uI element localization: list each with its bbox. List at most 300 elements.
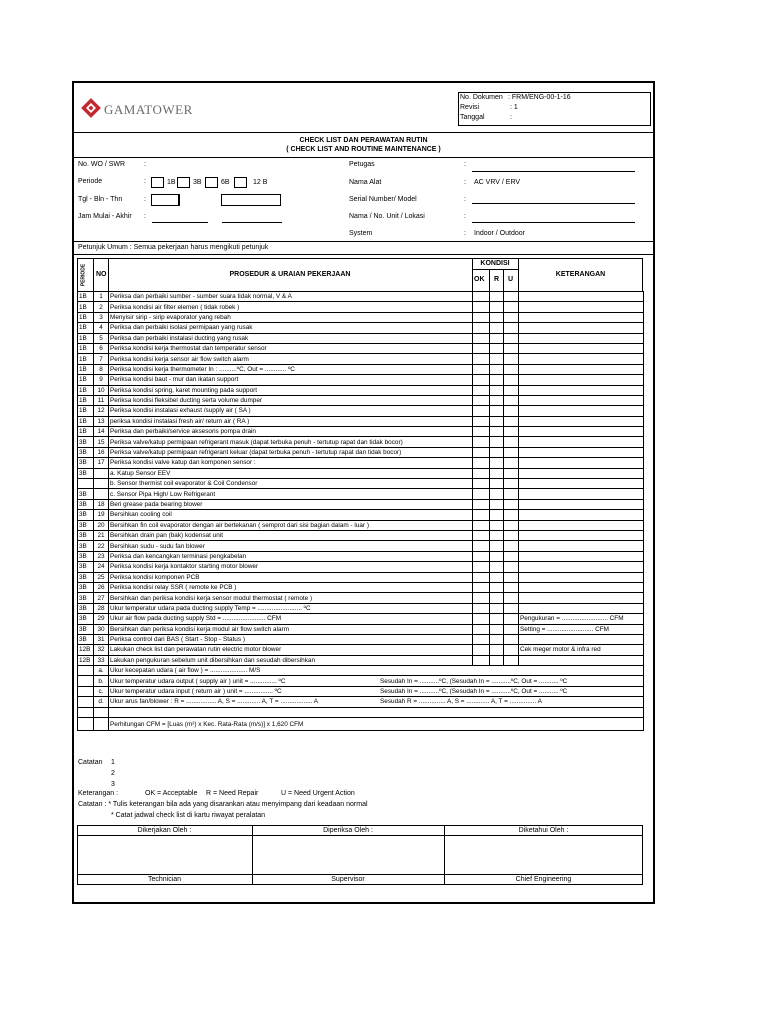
u-check-cell[interactable] [504,427,519,437]
table-row [78,655,644,665]
u-check-cell[interactable] [504,333,519,343]
periode-3b-checkbox[interactable] [177,177,190,188]
keterangan-cell[interactable] [519,458,644,468]
periode-6b-label: 6B [221,179,230,186]
ok-check-cell[interactable] [473,510,490,520]
keterangan-cell[interactable] [519,520,644,530]
ok-check-cell[interactable] [473,541,490,551]
periode-cell: 1B [78,416,94,426]
r-check-cell[interactable] [490,292,504,302]
r-check-cell[interactable] [490,364,504,374]
petugas-label: Petugas [349,161,375,168]
ok-check-cell[interactable] [473,624,490,634]
r-check-cell[interactable] [490,593,504,603]
u-check-cell[interactable] [504,343,519,353]
keterangan-cell[interactable] [519,323,644,333]
keterangan-cell[interactable] [519,530,644,540]
nama-unit-line[interactable] [472,222,635,223]
periode-cell: 1B [78,395,94,405]
no-cell: 6 [94,343,109,353]
u-check-cell[interactable] [504,447,519,457]
keterangan-cell[interactable] [519,541,644,551]
u-check-cell[interactable] [504,645,519,655]
periode-cell: 1B [78,364,94,374]
u-check-cell[interactable] [504,582,519,592]
table-row [78,645,644,655]
periode-cell: 1B [78,385,94,395]
prosedur-cell: Periksa dan kencangkan terminasi pengkabelan [109,551,473,561]
keterangan-ok: OK = Acceptable [145,790,198,797]
prosedur-cell: Bersihkan sudu - sudu fan blower [109,541,473,551]
table-row [78,385,644,395]
prosedur-cell: Lakukan check list dan perawatan rutin electric motor blower [109,645,473,655]
periode-12b-label: 12 B [253,179,268,186]
measurement-after: Sesudah In = ...........ºC, (Sesudah In = ...........ºC, Out = ........... ºC [380,688,568,696]
prosedur-cell: Periksa kondisi kerja kontaktor starting motor blower [109,562,473,572]
table-row [78,427,644,437]
ok-check-cell[interactable] [473,468,490,478]
form-sheet [72,81,655,904]
keterangan-cell[interactable] [519,354,644,364]
ok-check-cell[interactable] [473,416,490,426]
keterangan-cell[interactable] [519,437,644,447]
ok-check-cell[interactable] [473,634,490,644]
col-r-header: R [494,276,500,283]
ok-check-cell[interactable] [473,312,490,322]
r-check-cell[interactable] [490,416,504,426]
keterangan-cell[interactable] [519,499,644,509]
periode-cell: 1B [78,333,94,343]
tgl-month-field[interactable] [164,194,180,206]
r-check-cell[interactable] [490,582,504,592]
colon: : [144,213,146,220]
ok-check-cell[interactable] [473,479,490,489]
u-check-cell[interactable] [504,395,519,405]
keterangan-cell[interactable] [519,551,644,561]
u-check-cell[interactable] [504,458,519,468]
measurement-cell[interactable] [109,686,644,696]
jam-akhir-line[interactable] [222,222,282,223]
ok-check-cell[interactable] [473,520,490,530]
no-cell: 11 [94,395,109,405]
ok-check-cell[interactable] [473,333,490,343]
keterangan-cell[interactable] [519,375,644,385]
keterangan-cell[interactable] [519,302,644,312]
periode-cell: 1B [78,292,94,302]
keterangan-cell[interactable] [519,364,644,374]
periode-cell: 3B [78,634,94,644]
table-row [78,530,644,540]
no-cell: 17 [94,458,109,468]
table-row [78,551,644,561]
u-check-cell[interactable] [504,364,519,374]
r-check-cell[interactable] [490,510,504,520]
divider [93,258,94,292]
divider [77,874,643,875]
tgl-year-field[interactable] [221,194,281,206]
no-cell [94,707,109,717]
no-cell: 7 [94,354,109,364]
keterangan-cell[interactable] [519,416,644,426]
r-check-cell[interactable] [490,302,504,312]
table-row [78,572,644,582]
jam-mulai-line[interactable] [152,222,208,223]
ok-check-cell[interactable] [473,364,490,374]
table-row [78,541,644,551]
ok-check-cell[interactable] [473,489,490,499]
no-cell: 22 [94,541,109,551]
r-check-cell[interactable] [490,562,504,572]
table-row [78,458,644,468]
ok-check-cell[interactable] [473,323,490,333]
u-check-cell[interactable] [504,593,519,603]
r-check-cell[interactable] [490,541,504,551]
r-check-cell[interactable] [490,655,504,665]
r-check-cell[interactable] [490,572,504,582]
r-check-cell[interactable] [490,385,504,395]
periode-cell: 3B [78,562,94,572]
no-dokumen-label: No. Dokumen [460,94,503,101]
petunjuk-umum: Petunjuk Umum : Semua pekerjaan harus mengikuti petunjuk [78,244,269,251]
u-check-cell[interactable] [504,375,519,385]
r-check-cell[interactable] [490,468,504,478]
r-check-cell[interactable] [490,489,504,499]
serial-line[interactable] [472,203,635,204]
keterangan-cell[interactable] [519,603,644,613]
u-check-cell[interactable] [504,354,519,364]
r-check-cell[interactable] [490,551,504,561]
keterangan-cell[interactable] [519,562,644,572]
r-check-cell[interactable] [490,603,504,613]
colon: : [144,178,146,185]
keterangan-cell[interactable] [519,333,644,343]
u-check-cell[interactable] [504,302,519,312]
nama-alat-value: AC VRV / ERV [474,179,521,186]
periode-cell: 1B [78,375,94,385]
ok-check-cell[interactable] [473,437,490,447]
u-check-cell[interactable] [504,385,519,395]
prosedur-cell: Periksa kondisi baut - mur dan ikatan support [109,375,473,385]
no-cell: 28 [94,603,109,613]
table-row [78,312,644,322]
no-cell: 32 [94,645,109,655]
periode-12b-checkbox[interactable] [234,177,247,188]
no-cell: 16 [94,447,109,457]
u-check-cell[interactable] [504,624,519,634]
keterangan-cell[interactable] [519,385,644,395]
u-check-cell[interactable] [504,312,519,322]
form-title: CHECK LIST DAN PERAWATAN RUTIN [299,137,428,144]
periode-cell [78,707,94,717]
no-dokumen-value: : FRM/ENG-00-1-16 [508,94,571,101]
r-check-cell[interactable] [490,395,504,405]
ok-check-cell[interactable] [473,447,490,457]
r-check-cell[interactable] [490,499,504,509]
u-check-cell[interactable] [504,520,519,530]
ok-check-cell[interactable] [473,562,490,572]
ok-check-cell[interactable] [473,292,490,302]
ok-check-cell[interactable] [473,458,490,468]
prosedur-cell: Ukur air flow pada ducting supply Std = ........................ CFM [109,614,473,624]
keterangan-cell[interactable] [519,292,644,302]
keterangan-cell[interactable] [519,489,644,499]
no-cell: 10 [94,385,109,395]
prosedur-cell: Periksa kondisi fleksibel ducting serta volume dumper [109,395,473,405]
logo-word-gama: GAMA [104,102,145,117]
table-row [78,333,644,343]
ok-check-cell[interactable] [473,343,490,353]
table-row [78,582,644,592]
table-row [78,416,644,426]
r-check-cell[interactable] [490,645,504,655]
dikerjakan-label: Dikerjakan Oleh : [137,827,192,834]
keterangan-cell[interactable] [519,593,644,603]
periode-cell [78,479,94,489]
divider [74,132,653,133]
u-check-cell[interactable] [504,468,519,478]
catatan-1: 1 [111,759,115,766]
r-check-cell[interactable] [490,323,504,333]
table-row [78,343,644,353]
periode-cell: 1B [78,354,94,364]
blank-row [78,707,644,717]
u-check-cell[interactable] [504,551,519,561]
r-check-cell[interactable] [490,447,504,457]
r-check-cell[interactable] [490,479,504,489]
keterangan-cell[interactable] [519,312,644,322]
no-cell: 24 [94,562,109,572]
u-check-cell[interactable] [504,530,519,540]
periode-cell: 3B [78,520,94,530]
jam-label: Jam Mulai - Akhir [78,213,132,220]
u-check-cell[interactable] [504,323,519,333]
colon: : [464,230,466,237]
divider [489,269,490,292]
no-cell: 33 [94,655,109,665]
ok-check-cell[interactable] [473,354,490,364]
cfm-formula: Perhitungan CFM = [Luas (m²) x Kec. Rata-Rata (m/s)] x 1,620 CFM [109,718,644,731]
ok-check-cell[interactable] [473,375,490,385]
r-check-cell[interactable] [490,375,504,385]
u-check-cell[interactable] [504,406,519,416]
ok-check-cell[interactable] [473,603,490,613]
keterangan-cell[interactable] [519,406,644,416]
periode-cell: 12B [78,655,94,665]
u-check-cell[interactable] [504,614,519,624]
no-cell: 31 [94,634,109,644]
col-prosedur-header: PROSEDUR & URAIAN PEKERJAAN [229,271,351,278]
divider [472,269,518,270]
table-row [78,375,644,385]
colon: : [464,179,466,186]
u-check-cell[interactable] [504,603,519,613]
ok-check-cell[interactable] [473,655,490,665]
u-check-cell[interactable] [504,572,519,582]
no-cell: 23 [94,551,109,561]
table-row [78,395,644,405]
no-cell: 2 [94,302,109,312]
measurement-row [78,666,644,676]
r-check-cell[interactable] [490,530,504,540]
periode-cell: 3B [78,530,94,540]
prosedur-cell: periksa kondisi instalasi fresh air/ return air ( RA ) [109,416,473,426]
checklist-table [77,291,644,731]
periode-cell: 3B [78,603,94,613]
periode-cell: 1B [78,302,94,312]
tanggal-value: : [510,114,512,121]
u-check-cell[interactable] [504,292,519,302]
periode-6b-checkbox[interactable] [205,177,218,188]
periode-cell [78,666,94,676]
periode-cell: 3B [78,541,94,551]
u-check-cell[interactable] [504,416,519,426]
no-cell: 3 [94,312,109,322]
u-check-cell[interactable] [504,541,519,551]
keterangan-cell[interactable] [519,634,644,644]
u-check-cell[interactable] [504,634,519,644]
measurement-cell[interactable] [109,666,644,676]
ok-check-cell[interactable] [473,406,490,416]
prosedur-cell: Periksa kondisi instalasi exhaust /supply air ( SA ) [109,406,473,416]
ok-check-cell[interactable] [473,530,490,540]
technician-label: Technician [147,876,182,883]
prosedur-cell: Periksa dan perbaiki isolasi permipaan yang rusak [109,323,473,333]
r-check-cell[interactable] [490,437,504,447]
divider [74,157,653,158]
ok-check-cell[interactable] [473,551,490,561]
periode-cell: 3B [78,447,94,457]
no-cell: 20 [94,520,109,530]
keterangan-cell[interactable] [519,655,644,665]
u-check-cell[interactable] [504,437,519,447]
u-check-cell[interactable] [504,655,519,665]
periode-label: Periode [78,178,103,185]
company-logo-text [104,102,193,118]
keterangan-cell[interactable] [519,572,644,582]
keterangan-cell[interactable] [519,427,644,437]
no-cell: 25 [94,572,109,582]
tanggal-label: Tanggal [460,114,485,121]
table-row [78,468,644,478]
colon: : [464,161,466,168]
r-check-cell[interactable] [490,406,504,416]
table-row [78,624,644,634]
r-check-cell[interactable] [490,354,504,364]
keterangan-cell[interactable]: Setting = .......................... CFM [519,624,644,634]
tgl-label: Tgl - Bln - Thn [78,196,123,203]
measurement-cell[interactable] [109,697,644,707]
table-row [78,302,644,312]
no-cell: 19 [94,510,109,520]
measurement-after: Sesudah In = ...........ºC, (Sesudah In = ...........ºC, Out = ........... ºC [380,677,568,685]
keterangan-cell[interactable] [519,479,644,489]
measurement-before: Ukur kecepatan udara ( air flow ) = ..................... M/S [110,667,261,675]
system-label: System [349,230,373,237]
form-subtitle: ( CHECK LIST AND ROUTINE MAINTENANCE ) [286,146,441,153]
table-row [78,593,644,603]
r-check-cell[interactable] [490,333,504,343]
sub-letter-cell: b. [94,676,109,686]
ok-check-cell[interactable] [473,593,490,603]
table-row [78,406,644,416]
r-check-cell[interactable] [490,458,504,468]
keterangan-cell[interactable]: Pengukuran = .......................... CFM [519,614,644,624]
ok-check-cell[interactable] [473,395,490,405]
u-check-cell[interactable] [504,489,519,499]
ok-check-cell[interactable] [473,614,490,624]
keterangan-cell[interactable] [519,395,644,405]
keterangan-cell[interactable]: Cek meger motor & infra red [519,645,644,655]
r-check-cell[interactable] [490,634,504,644]
ok-check-cell[interactable] [473,572,490,582]
periode-1b-checkbox[interactable] [151,177,164,188]
prosedur-cell: Periksa kondisi kerja sensor air flow switch alarm [109,354,473,364]
measurement-cell[interactable] [109,676,644,686]
r-check-cell[interactable] [490,624,504,634]
measurement-row [78,676,644,686]
r-check-cell[interactable] [490,427,504,437]
r-check-cell[interactable] [490,614,504,624]
u-check-cell[interactable] [504,510,519,520]
keterangan-cell[interactable] [519,447,644,457]
serial-label: Serial Number/ Model [349,196,417,203]
measurement-row [78,697,644,707]
r-check-cell[interactable] [490,343,504,353]
u-check-cell[interactable] [504,499,519,509]
colon: : [464,196,466,203]
r-check-cell[interactable] [490,312,504,322]
sub-letter-cell: c. [94,686,109,696]
no-wo-label: No. WO / SWR [78,161,126,168]
table-row [78,489,644,499]
no-cell: 13 [94,416,109,426]
sub-letter-cell: d. [94,697,109,707]
no-cell [94,468,109,478]
ok-check-cell[interactable] [473,582,490,592]
nama-alat-label: Nama Alat [349,179,382,186]
ok-check-cell[interactable] [473,645,490,655]
table-row [78,614,644,624]
prosedur-cell: Bersihkan dan periksa kondisi kerja sensor modul thermostat ( remote ) [109,593,473,603]
u-check-cell[interactable] [504,562,519,572]
keterangan-cell[interactable] [519,468,644,478]
ok-check-cell[interactable] [473,385,490,395]
periode-cell [78,676,94,686]
ok-check-cell[interactable] [473,499,490,509]
table-row [78,520,644,530]
u-check-cell[interactable] [504,479,519,489]
periode-cell: 3B [78,437,94,447]
no-cell: 15 [94,437,109,447]
logo-word-tower: TOWER [144,102,193,117]
keterangan-label: Keterangan : [78,790,119,797]
keterangan-cell[interactable] [519,343,644,353]
periode-cell: 3B [78,572,94,582]
petugas-line[interactable] [472,171,635,172]
keterangan-cell[interactable] [519,510,644,520]
col-kondisi-header: KONDISI [480,260,510,267]
periode-cell: 1B [78,427,94,437]
no-cell: 8 [94,364,109,374]
table-row [78,354,644,364]
r-check-cell[interactable] [490,520,504,530]
colon: : [464,213,466,220]
colon: : [144,161,146,168]
keterangan-cell[interactable] [519,582,644,592]
ok-check-cell[interactable] [473,302,490,312]
ok-check-cell[interactable] [473,427,490,437]
col-keterangan-header: KETERANGAN [555,271,606,278]
